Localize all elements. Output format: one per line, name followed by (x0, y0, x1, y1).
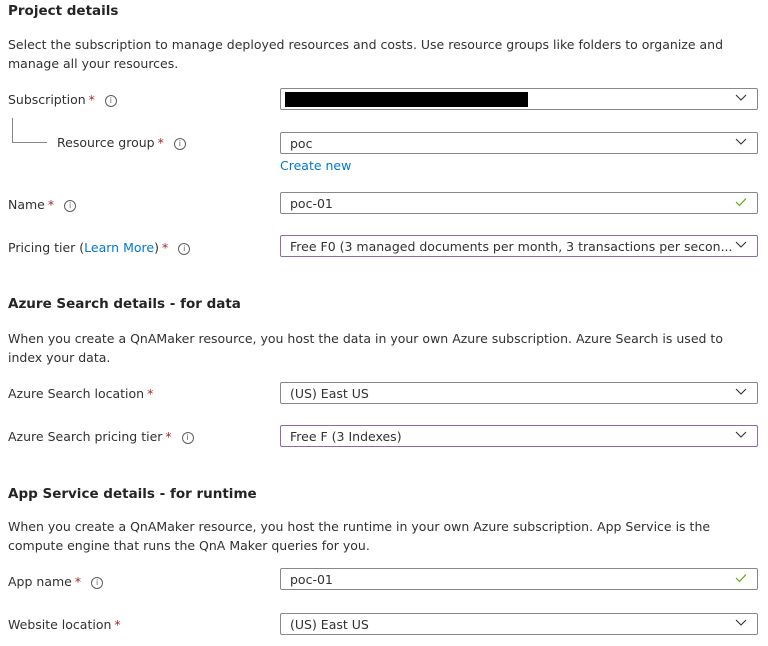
required-marker: * (165, 429, 172, 444)
label-text: App name (8, 574, 72, 589)
website-location-value: (US) East US (290, 617, 369, 632)
azure-search-description: When you create a QnAMaker resource, you host the data in your own Azure subscription. Azure Search is used to index your data. (8, 331, 723, 365)
pricing-tier-value: Free F0 (3 managed documents per month, 3 transactions per secon... (290, 239, 733, 254)
pricing-tier-dropdown[interactable] (280, 235, 758, 257)
chevron-down-icon (735, 618, 747, 628)
chevron-down-icon (735, 137, 747, 147)
resource-group-label (57, 135, 186, 150)
label-text: Website location (8, 617, 112, 632)
resource-group-value: poc (290, 136, 313, 151)
azure-search-pricing-label (8, 429, 194, 444)
project-details-description: Select the subscription to manage deployed resources and costs. Use resource groups like folders to organize and manage all your resources. (8, 37, 724, 71)
required-marker: * (114, 617, 121, 632)
learn-more-link[interactable]: Learn More (84, 240, 155, 255)
tree-connector (12, 118, 47, 143)
label-text: Name (8, 197, 45, 212)
subscription-dropdown[interactable] (280, 88, 758, 110)
chevron-down-icon (735, 430, 747, 440)
required-marker: * (88, 92, 95, 107)
info-icon[interactable]: i (182, 432, 194, 444)
info-icon[interactable]: i (64, 200, 76, 212)
website-location-dropdown[interactable] (280, 613, 758, 635)
label-text: Azure Search pricing tier (8, 429, 163, 444)
pricing-tier-label (8, 240, 190, 255)
redacted-subscription-value (285, 92, 528, 107)
azure-search-heading: Azure Search details - for data (8, 296, 241, 312)
required-marker: * (147, 386, 154, 401)
create-new-link[interactable]: Create new (280, 158, 352, 173)
checkmark-icon (735, 573, 747, 583)
required-marker: * (161, 240, 169, 255)
azure-search-location-value: (US) East US (290, 386, 369, 401)
name-label (8, 197, 76, 212)
name-input[interactable] (280, 192, 758, 214)
label-text: Pricing tier ( (8, 240, 85, 255)
website-location-label (8, 617, 121, 632)
required-marker: * (47, 197, 55, 212)
azure-search-pricing-dropdown[interactable] (280, 425, 758, 447)
chevron-down-icon (735, 93, 747, 103)
info-icon[interactable]: i (91, 577, 103, 589)
label-text: Resource group (57, 135, 155, 150)
app-name-value: poc-01 (290, 572, 333, 587)
azure-search-pricing-value: Free F (3 Indexes) (290, 429, 402, 444)
app-name-label (8, 574, 103, 589)
chevron-down-icon (735, 387, 747, 397)
azure-search-location-label (8, 386, 153, 401)
info-icon[interactable]: i (105, 95, 117, 107)
app-service-description: When you create a QnAMaker resource, you host the runtime in your own Azure subscription. App Service is the compute engine that runs the QnA Maker queries for you. (8, 519, 711, 553)
subscription-label (8, 92, 117, 107)
label-text: Azure Search location (8, 386, 145, 401)
app-name-input[interactable] (280, 568, 758, 590)
required-marker: * (74, 574, 82, 589)
chevron-down-icon (735, 240, 747, 250)
label-text-end: ) (154, 240, 159, 255)
azure-search-location-dropdown[interactable] (280, 382, 758, 404)
app-service-heading: App Service details - for runtime (8, 486, 257, 502)
info-icon[interactable]: i (174, 138, 186, 150)
info-icon[interactable]: i (178, 243, 190, 255)
label-text: Subscription (8, 92, 86, 107)
name-value: poc-01 (290, 196, 333, 211)
project-details-heading: Project details (8, 3, 119, 19)
resource-group-dropdown[interactable] (280, 132, 758, 154)
checkmark-icon (735, 197, 747, 207)
required-marker: * (157, 135, 164, 150)
